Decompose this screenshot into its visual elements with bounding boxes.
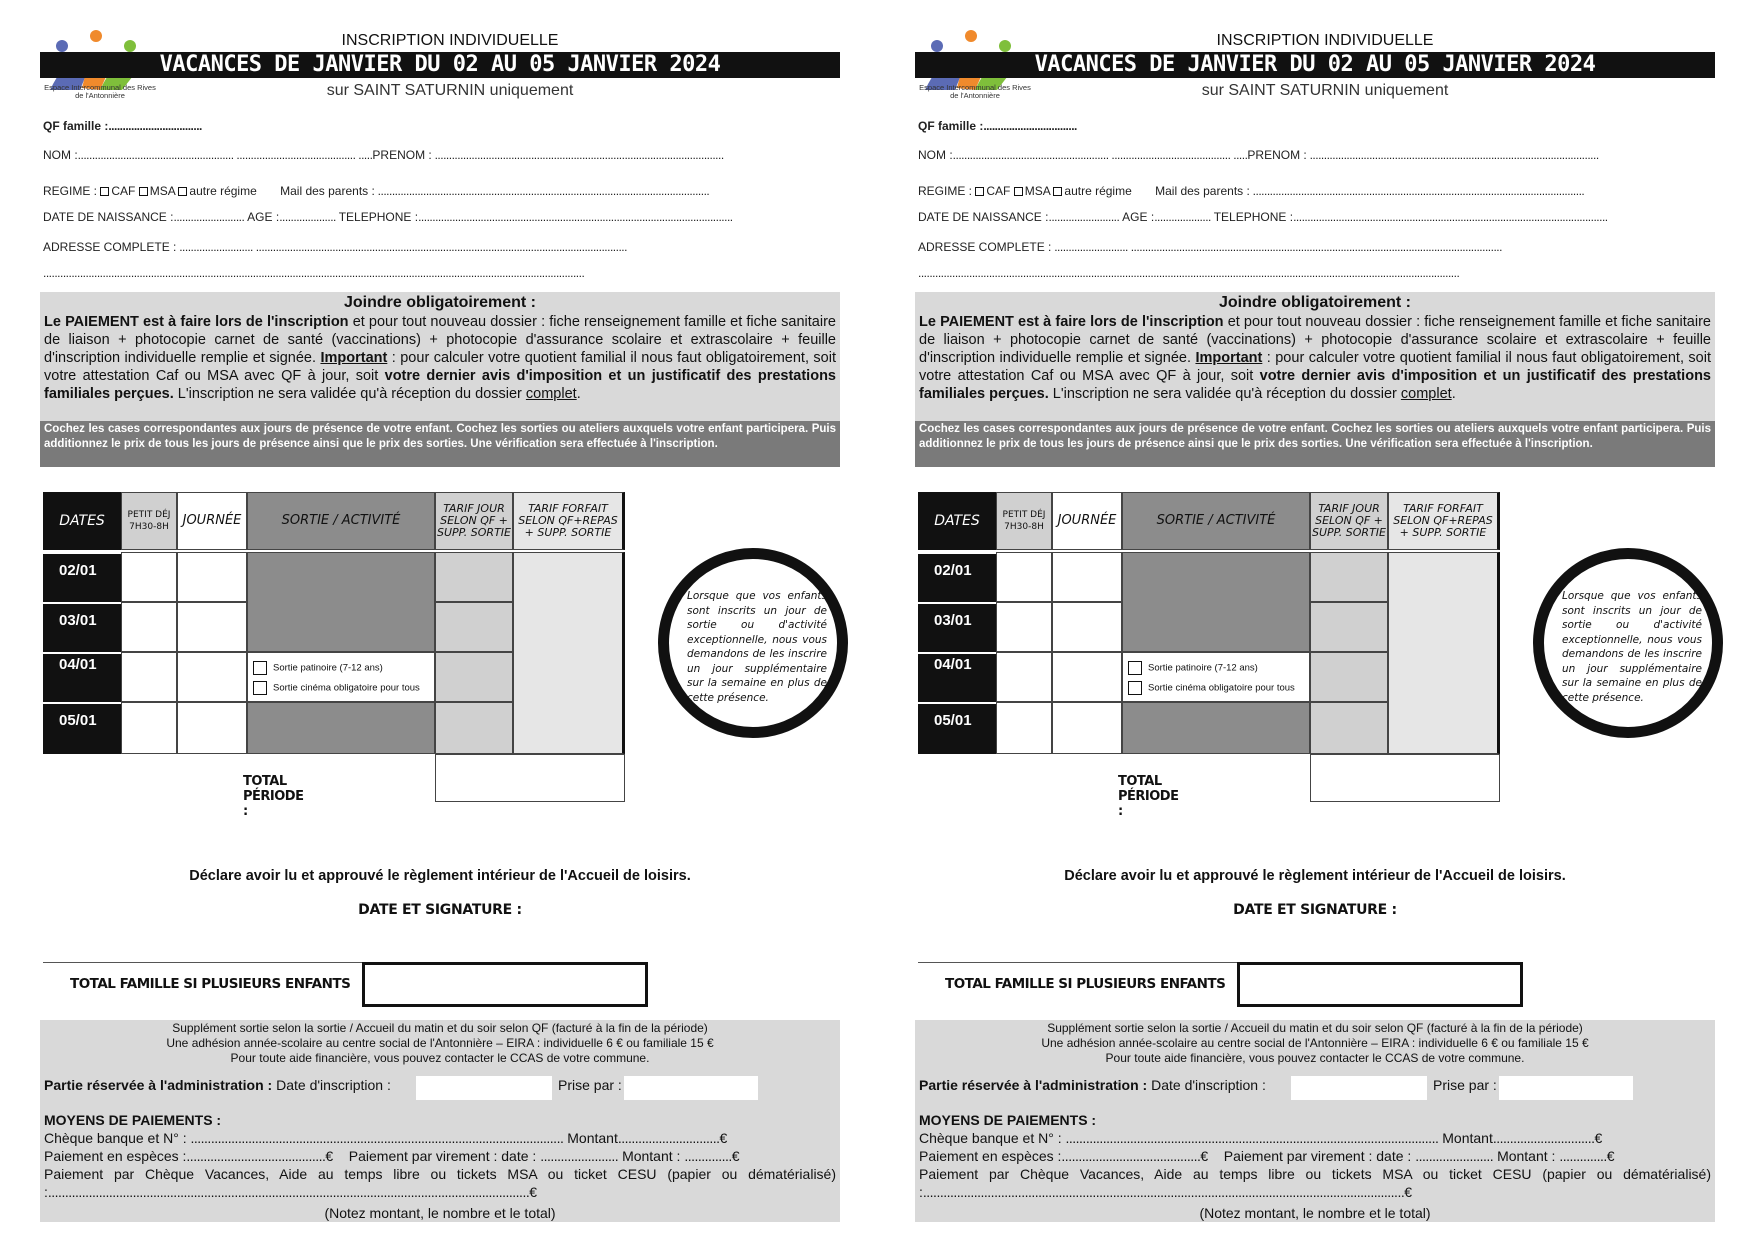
header-petit-dej: PETIT DÉJ 7H30-8H — [121, 492, 177, 550]
header-tarif-forfait: TARIF FORFAIT SELON QF+REPAS + SUPP. SORTIE — [513, 492, 625, 550]
divider — [43, 962, 363, 963]
total-periode-label: TOTAL PÉRIODE : — [1118, 774, 1179, 819]
date-signature-label[interactable]: DATE ET SIGNATURE : — [1233, 902, 1397, 918]
date-cell: 04/01 — [43, 654, 121, 702]
total-famille-box[interactable] — [362, 962, 648, 1007]
journee-cell[interactable] — [177, 602, 247, 652]
form-title-small: INSCRIPTION INDIVIDUELLE — [1216, 32, 1434, 49]
tarif-jour-cell[interactable] — [435, 552, 513, 602]
cheque-line[interactable]: Chèque banque et N° : .............................................................................................................. Montant..............................€ — [44, 1130, 728, 1146]
cheque-vacances-line[interactable]: Paiement par Chèque Vacances, Aide au temps libre ou tickets MSA ou ticket CESU (papier ou dématérialisé) :..............................................................................................................................................€ — [44, 1166, 836, 1200]
qf-field[interactable]: QF famille :................................. — [43, 119, 202, 133]
payment-note: (Notez montant, le nombre et le total) — [324, 1205, 556, 1221]
journee-cell[interactable] — [1052, 652, 1122, 702]
naissance-field[interactable]: DATE DE NAISSANCE :......................... AGE :.................... TELEPHONE :............................................................................................................... — [43, 210, 733, 224]
checkbox-icon[interactable] — [178, 187, 187, 196]
petit-dej-cell[interactable] — [121, 702, 177, 754]
admin-payment-block — [915, 1020, 1715, 1222]
qf-field[interactable]: QF famille :................................. — [918, 119, 1077, 133]
date-cell: 02/01 — [918, 554, 996, 602]
sortie-cell-disabled — [247, 702, 435, 754]
checkbox-icon[interactable] — [1128, 681, 1142, 695]
date-cell: 03/01 — [918, 604, 996, 652]
tarif-forfait-cell[interactable] — [513, 552, 625, 754]
checkbox-icon[interactable] — [100, 187, 109, 196]
circle-note-text: Lorsque que vos enfants sont inscrits un jour de sortie ou d'activité exceptionnelle, nous vous demandons de les inscrire un jour supplémentaire sur la semaine en plus de cette présence. — [1562, 590, 1702, 704]
supplement-text: Supplément sortie selon la sortie / Accueil du matin et du soir selon QF (facturé à la fin de la période) Une adhésion année-scolaire au centre social de l'Antonnière – EIRA : individuelle 6 € ou familiale 15 € Pour toute aide financière, vous pouvez contacter le CCAS de votre commune. — [166, 1021, 714, 1065]
petit-dej-cell[interactable] — [996, 702, 1052, 754]
date-cell: 05/01 — [918, 704, 996, 754]
header-tarif-jour: TARIF JOUR SELON QF + SUPP. SORTIE — [1310, 492, 1388, 550]
cheque-vacances-line[interactable]: Paiement par Chèque Vacances, Aide au temps libre ou tickets MSA ou ticket CESU (papier ou dématérialisé) :..............................................................................................................................................€ — [919, 1166, 1711, 1200]
payment-methods: MOYENS DE PAIEMENTS : Chèque banque et N° : .............................................................................................................. Montant..............................€ Paiement en espèces :.........................................€ Paiement par virement : date : ....................... Montant : ..............€ Paiement par Chèque Vacances, Aide au temps libre ou tickets MSA ou ticket CESU (papier ou dématérialisé) :..............................................................................................................................................€ — [919, 1112, 1711, 1200]
sortie-cell-options — [1122, 652, 1310, 702]
form-title-main: VACANCES DE JANVIER DU 02 AU 05 JANVIER 2024 — [915, 52, 1715, 78]
sortie-cell-disabled — [1122, 702, 1310, 754]
instructions-banner: Cochez les cases correspondantes aux jours de présence de votre enfant. Cochez les sorties ou ateliers auxquels votre enfant participera. Puis additionnez le prix de tous les jours de présence ainsi que le prix des sorties. Une vérification sera effectuée à l'inscription. — [915, 421, 1715, 467]
date-cell: 03/01 — [43, 604, 121, 652]
logo-caption: Espace Intercommunal des Rives de l'Antonnière — [919, 83, 1031, 100]
tarif-jour-cell[interactable] — [1310, 702, 1388, 754]
required-documents-text: Le PAIEMENT est à faire lors de l'inscription et pour tout nouveau dossier : fiche renseignement famille et fiche sanitaire de liaison + photocopie carnet de santé (vaccinations) + photocopie d'assurance scolaire et extrascolaire + feuille d'inscription individuelle remplie et signée. Important : pour calculer votre quotient familial il nous faut obligatoirement, soit votre attestation Caf ou MSA avec QF à jour, soit votre dernier avis d'imposition et un justificatif des prestations familiales perçues. L'inscription ne sera validée qu'à réception du dossier complet. — [919, 314, 1711, 402]
tarif-jour-cell[interactable] — [435, 702, 513, 754]
admin-line: Partie réservée à l'administration : Date d'inscription : — [44, 1077, 391, 1093]
tarif-jour-cell[interactable] — [435, 652, 513, 702]
total-famille-label: TOTAL FAMILLE SI PLUSIEURS ENFANTS — [70, 976, 351, 992]
circle-note — [1533, 548, 1723, 738]
tarif-forfait-cell[interactable] — [1388, 552, 1500, 754]
total-periode-box[interactable] — [1310, 754, 1500, 802]
petit-dej-cell[interactable] — [996, 552, 1052, 602]
nom-field[interactable]: NOM :....................................................... .......................................... .....PRENOM : ...................................................................................................... — [918, 148, 1599, 162]
date-signature-label[interactable]: DATE ET SIGNATURE : — [358, 902, 522, 918]
required-documents-text: Le PAIEMENT est à faire lors de l'inscription et pour tout nouveau dossier : fiche renseignement famille et fiche sanitaire de liaison + photocopie carnet de santé (vaccinations) + photocopie d'assurance scolaire et extrascolaire + feuille d'inscription individuelle remplie et signée. Important : pour calculer votre quotient familial il nous faut obligatoirement, soit votre attestation Caf ou MSA avec QF à jour, soit votre dernier avis d'imposition et un justificatif des prestations familiales perçues. L'inscription ne sera validée qu'à réception du dossier complet. — [44, 314, 836, 402]
adresse-field[interactable]: ADRESSE COMPLETE : .......................... ................................................................................................................................... — [43, 240, 627, 254]
required-documents-title: Joindre obligatoirement : — [343, 294, 536, 311]
form-title-main: VACANCES DE JANVIER DU 02 AU 05 JANVIER 2024 — [40, 52, 840, 78]
petit-dej-cell[interactable] — [121, 552, 177, 602]
instructions-banner: Cochez les cases correspondantes aux jours de présence de votre enfant. Cochez les sorties ou ateliers auxquels votre enfant participera. Puis additionnez le prix de tous les jours de présence ainsi que le prix des sorties. Une vérification sera effectuée à l'inscription. — [40, 421, 840, 467]
required-documents-title: Joindre obligatoirement : — [1218, 294, 1411, 311]
tarif-jour-cell[interactable] — [1310, 552, 1388, 602]
journee-cell[interactable] — [1052, 702, 1122, 754]
circle-note — [658, 548, 848, 738]
date-cell: 02/01 — [43, 554, 121, 602]
journee-cell[interactable] — [177, 652, 247, 702]
regime-field[interactable]: REGIME : CAF MSA autre régime Mail des parents : ..................................................................................................................... — [43, 184, 710, 198]
form-left — [30, 0, 850, 1241]
checkbox-icon[interactable] — [139, 187, 148, 196]
supplement-text: Supplément sortie selon la sortie / Accueil du matin et du soir selon QF (facturé à la fin de la période) Une adhésion année-scolaire au centre social de l'Antonnière – EIRA : individuelle 6 € ou familiale 15 € Pour toute aide financière, vous pouvez contacter le CCAS de votre commune. — [1041, 1021, 1589, 1065]
inscription-date-input[interactable] — [416, 1076, 552, 1100]
payment-note: (Notez montant, le nombre et le total) — [1199, 1205, 1431, 1221]
total-periode-box[interactable] — [435, 754, 625, 802]
checkbox-icon[interactable] — [1014, 187, 1023, 196]
adresse-line-2[interactable]: ............................................................................................................................................................................................... — [918, 266, 1460, 280]
required-documents-block — [915, 292, 1715, 422]
form-subtitle: sur SAINT SATURNIN uniquement — [326, 82, 574, 99]
header-dates: DATES — [43, 492, 121, 550]
sortie-cell-disabled — [1122, 552, 1310, 652]
checkbox-icon[interactable] — [975, 187, 984, 196]
nom-field[interactable]: NOM :....................................................... .......................................... .....PRENOM : ...................................................................................................... — [43, 148, 724, 162]
date-cell: 05/01 — [43, 704, 121, 754]
form-subtitle: sur SAINT SATURNIN uniquement — [1201, 82, 1449, 99]
journee-cell[interactable] — [1052, 602, 1122, 652]
option-cinema[interactable]: Sortie cinéma obligatoire pour tous — [1128, 681, 1295, 695]
header-petit-dej: PETIT DÉJ 7H30-8H — [996, 492, 1052, 550]
header-tarif-jour: TARIF JOUR SELON QF + SUPP. SORTIE — [435, 492, 513, 550]
header-dates: DATES — [918, 492, 996, 550]
prise-par-input[interactable] — [1499, 1076, 1633, 1100]
tarif-jour-cell[interactable] — [1310, 652, 1388, 702]
cheque-line[interactable]: Chèque banque et N° : .............................................................................................................. Montant..............................€ — [919, 1130, 1603, 1146]
petit-dej-cell[interactable] — [121, 652, 177, 702]
form-title-small: INSCRIPTION INDIVIDUELLE — [341, 32, 559, 49]
petit-dej-cell[interactable] — [121, 602, 177, 652]
prise-par-label: Prise par : — [558, 1077, 622, 1093]
sortie-cell-options — [247, 652, 435, 702]
inscription-date-input[interactable] — [1291, 1076, 1427, 1100]
checkbox-icon[interactable] — [1053, 187, 1062, 196]
option-patinoire[interactable]: Sortie patinoire (7-12 ans) — [253, 661, 383, 675]
date-cell: 04/01 — [918, 654, 996, 702]
header-sortie: SORTIE / ACTIVITÉ — [1122, 492, 1310, 550]
adresse-line-2[interactable]: ............................................................................................................................................................................................... — [43, 266, 585, 280]
journee-cell[interactable] — [177, 702, 247, 754]
admin-payment-block — [40, 1020, 840, 1222]
form-right — [905, 0, 1725, 1241]
option-patinoire[interactable]: Sortie patinoire (7-12 ans) — [1128, 661, 1258, 675]
adresse-field[interactable]: ADRESSE COMPLETE : .......................... ................................................................................................................................... — [918, 240, 1502, 254]
declaration-text: Déclare avoir lu et approuvé le règlement intérieur de l'Accueil de loisirs. — [189, 868, 691, 884]
especes-line[interactable]: Paiement en espèces :.........................................€ Paiement par virement : date : ....................... Montant : ..............€ — [919, 1148, 1615, 1164]
checkbox-icon[interactable] — [1128, 661, 1142, 675]
petit-dej-cell[interactable] — [996, 602, 1052, 652]
sortie-cell-disabled — [247, 552, 435, 652]
header-journee: JOURNÉE — [1052, 492, 1122, 550]
petit-dej-cell[interactable] — [996, 652, 1052, 702]
tarif-jour-cell[interactable] — [1310, 602, 1388, 652]
regime-field[interactable]: REGIME : CAF MSA autre régime Mail des parents : ..................................................................................................................... — [918, 184, 1585, 198]
prise-par-input[interactable] — [624, 1076, 758, 1100]
divider — [918, 962, 1238, 963]
payment-methods: MOYENS DE PAIEMENTS : Chèque banque et N° : .............................................................................................................. Montant..............................€ Paiement en espèces :.........................................€ Paiement par virement : date : ....................... Montant : ..............€ Paiement par Chèque Vacances, Aide au temps libre ou tickets MSA ou ticket CESU (papier ou dématérialisé) :..............................................................................................................................................€ — [44, 1112, 836, 1200]
circle-note-text: Lorsque que vos enfants sont inscrits un jour de sortie ou d'activité exceptionnelle, nous vous demandons de les inscrire un jour supplémentaire sur la semaine en plus de cette présence. — [687, 590, 827, 704]
declaration-text: Déclare avoir lu et approuvé le règlement intérieur de l'Accueil de loisirs. — [1064, 868, 1566, 884]
header-journee: JOURNÉE — [177, 492, 247, 550]
journee-cell[interactable] — [1052, 552, 1122, 602]
total-famille-box[interactable] — [1237, 962, 1523, 1007]
checkbox-icon[interactable] — [253, 661, 267, 675]
header-tarif-forfait: TARIF FORFAIT SELON QF+REPAS + SUPP. SORTIE — [1388, 492, 1500, 550]
required-documents-block — [40, 292, 840, 422]
prise-par-label: Prise par : — [1433, 1077, 1497, 1093]
total-famille-label: TOTAL FAMILLE SI PLUSIEURS ENFANTS — [945, 976, 1226, 992]
total-periode-label: TOTAL PÉRIODE : — [243, 774, 304, 819]
admin-line: Partie réservée à l'administration : Date d'inscription : — [919, 1077, 1266, 1093]
checkbox-icon[interactable] — [253, 681, 267, 695]
especes-line[interactable]: Paiement en espèces :.........................................€ Paiement par virement : date : ....................... Montant : ..............€ — [44, 1148, 740, 1164]
option-cinema[interactable]: Sortie cinéma obligatoire pour tous — [253, 681, 420, 695]
journee-cell[interactable] — [177, 552, 247, 602]
logo-caption: Espace Intercommunal des Rives de l'Antonnière — [44, 83, 156, 100]
naissance-field[interactable]: DATE DE NAISSANCE :......................... AGE :.................... TELEPHONE :............................................................................................................... — [918, 210, 1608, 224]
tarif-jour-cell[interactable] — [435, 602, 513, 652]
header-sortie: SORTIE / ACTIVITÉ — [247, 492, 435, 550]
